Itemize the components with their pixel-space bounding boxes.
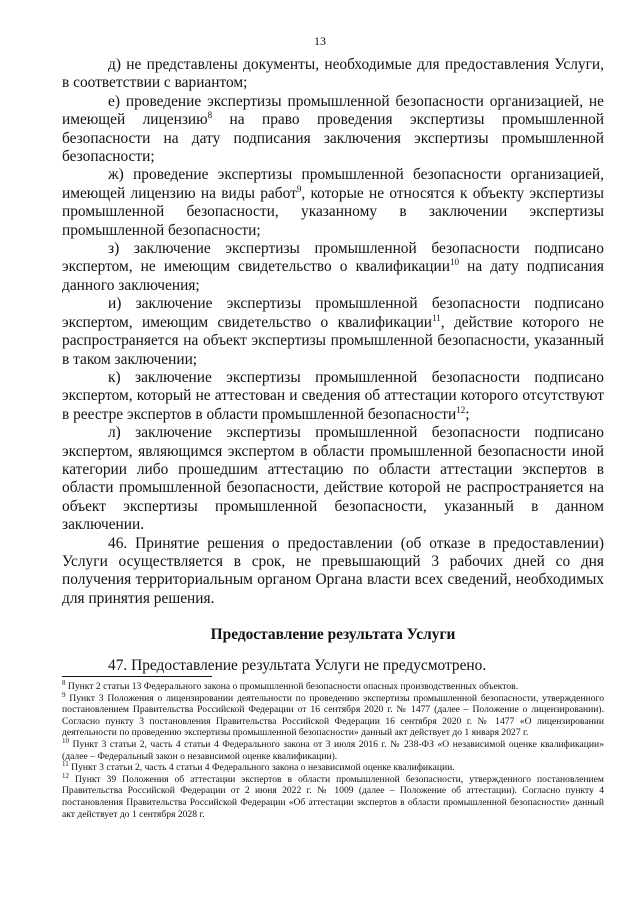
footnote-9 — [62, 690, 604, 739]
item-i-text: и) заключение экспертизы промышленной безопасности подписано экспертом, имеющим свидетельство о квалификации — [62, 295, 604, 331]
item-e-text: е) проведение экспертизы промышленной безопасности организацией, не имеющей лицензию — [62, 92, 604, 129]
item-z-text: з) заключение экспертизы промышленной безопасности подписано экспертом, не имеющим свидетельство о квалификации — [62, 240, 604, 276]
paragraph-46: 46. Принятие решения о предоставлении (об отказе в предоставлении) Услуги осуществляется в срок, не превышающий 3 рабочих дней со дня получения территориальным органом Органа власти всех сведений, необходимых для принятия решения. — [62, 534, 604, 607]
footnote-ref-11[interactable]: 11 — [432, 312, 441, 323]
paragraph-47: 47. Предоставление результата Услуги не предусмотрено. — [108, 656, 487, 674]
footnote-number: 10 — [62, 736, 69, 745]
item-k-text-cont: ; — [465, 405, 470, 423]
footnote-text: Пункт 3 статьи 2, часть 4 статьи 4 Федерального закона о независимой оценке квалификации. — [68, 762, 455, 774]
section-heading: Предоставление результата Услуги — [210, 626, 456, 644]
item-zh-text-cont: , которые не относятся к объекту экспертизы промышленной безопасности, указанному в заключении экспертизы промышленной безопасности; — [62, 184, 604, 239]
item-z — [62, 240, 604, 295]
footnote-ref-10[interactable]: 10 — [450, 257, 459, 268]
item-zh — [62, 166, 604, 240]
footnote-12 — [62, 771, 604, 820]
item-e — [62, 93, 604, 167]
item-k — [62, 369, 604, 424]
footnote-ref-12[interactable]: 12 — [456, 404, 466, 415]
item-k-text: к) заключение экспертизы промышленной безопасности подписано экспертом, который не аттестован и сведения об аттестации которого отсутствуют в реестре экспертов в области промышленной безопасности — [62, 368, 604, 423]
item-z-text-cont: на дату подписания данного заключения; — [62, 258, 604, 294]
footnote-text: Пункт 3 статьи 2, часть 4 статьи 4 Федерального закона от 3 июля 2016 г. № 238-ФЗ «О независимой оценке квалификации» (далее – Федеральный закон о независимой оценке квалификации). — [62, 738, 604, 762]
item-d: д) не представлены документы, необходимые для предоставления Услуги, в соответствии с вариантом; — [62, 56, 604, 92]
item-i-text-cont: , действие которого не распространяется на объект экспертизы промышленной безопасности, указанный в таком заключении; — [62, 313, 604, 368]
footnote-ref-8[interactable]: 8 — [207, 110, 213, 121]
page-number: 13 — [314, 34, 326, 48]
footnote-text: Пункт 2 статьи 13 Федерального закона о промышленной безопасности опасных производственных объектов. — [65, 681, 519, 692]
footnote-ref-9[interactable]: 9 — [296, 183, 302, 194]
footnote-11 — [62, 759, 604, 774]
footnote-separator — [62, 676, 212, 677]
footnote-number: 8 — [62, 678, 66, 687]
footnote-8 — [62, 678, 604, 693]
footnote-number: 11 — [62, 759, 69, 768]
item-i — [62, 295, 604, 369]
footnote-number: 12 — [62, 771, 69, 780]
main-text — [62, 56, 604, 675]
footnote-text: Пункт 39 Положения об аттестации экспертов в области промышленной безопасности, утвержденного постановлением Правительства Российской Федерации от 2 июня 2022 г. № 1009 (далее – Положение об аттестации). Согласно пункту 4 постановления Правительства Российской Федерации «Об аттестации экспертов в области промышленной безопасности» данный акт действует до 1 сентября 2028 г. — [62, 773, 604, 820]
footnote-10 — [62, 736, 604, 762]
item-l: л) заключение экспертизы промышленной безопасности подписано экспертом, являющимся экспертом в области промышленной безопасности иной категории либо прошедшим аттестацию по области аттестации экспертов в области промышленной безопасности, действие которой не распространяется на объект экспертизы промышленной безопасности, указанный в данном заключении. — [62, 424, 604, 534]
footnote-number: 9 — [62, 690, 66, 699]
item-e-text-cont: на право проведения экспертизы промышленной безопасности на дату подписания заключения экспертизы промышленной безопасности; — [62, 111, 604, 166]
footnotes — [62, 678, 604, 820]
item-zh-text: ж) проведение экспертизы промышленной безопасности организацией, имеющей лицензию на виды работ — [62, 166, 604, 202]
footnote-text: Пункт 3 Положения о лицензировании деятельности по проведению экспертизы промышленной безопасности, утвержденного постановлением Правительства Российской Федерации от 16 сентября 2020 г. № 1477 (далее – Положение о лицензировании). Согласно пункту 3 постановления Правительства Российской Федерации 16 сентября 2020 г. № 1477 «О лицензировании деятельности по проведению экспертизы промышленной безопасности» данный акт действует до 1 января 2027 г. — [62, 692, 604, 739]
